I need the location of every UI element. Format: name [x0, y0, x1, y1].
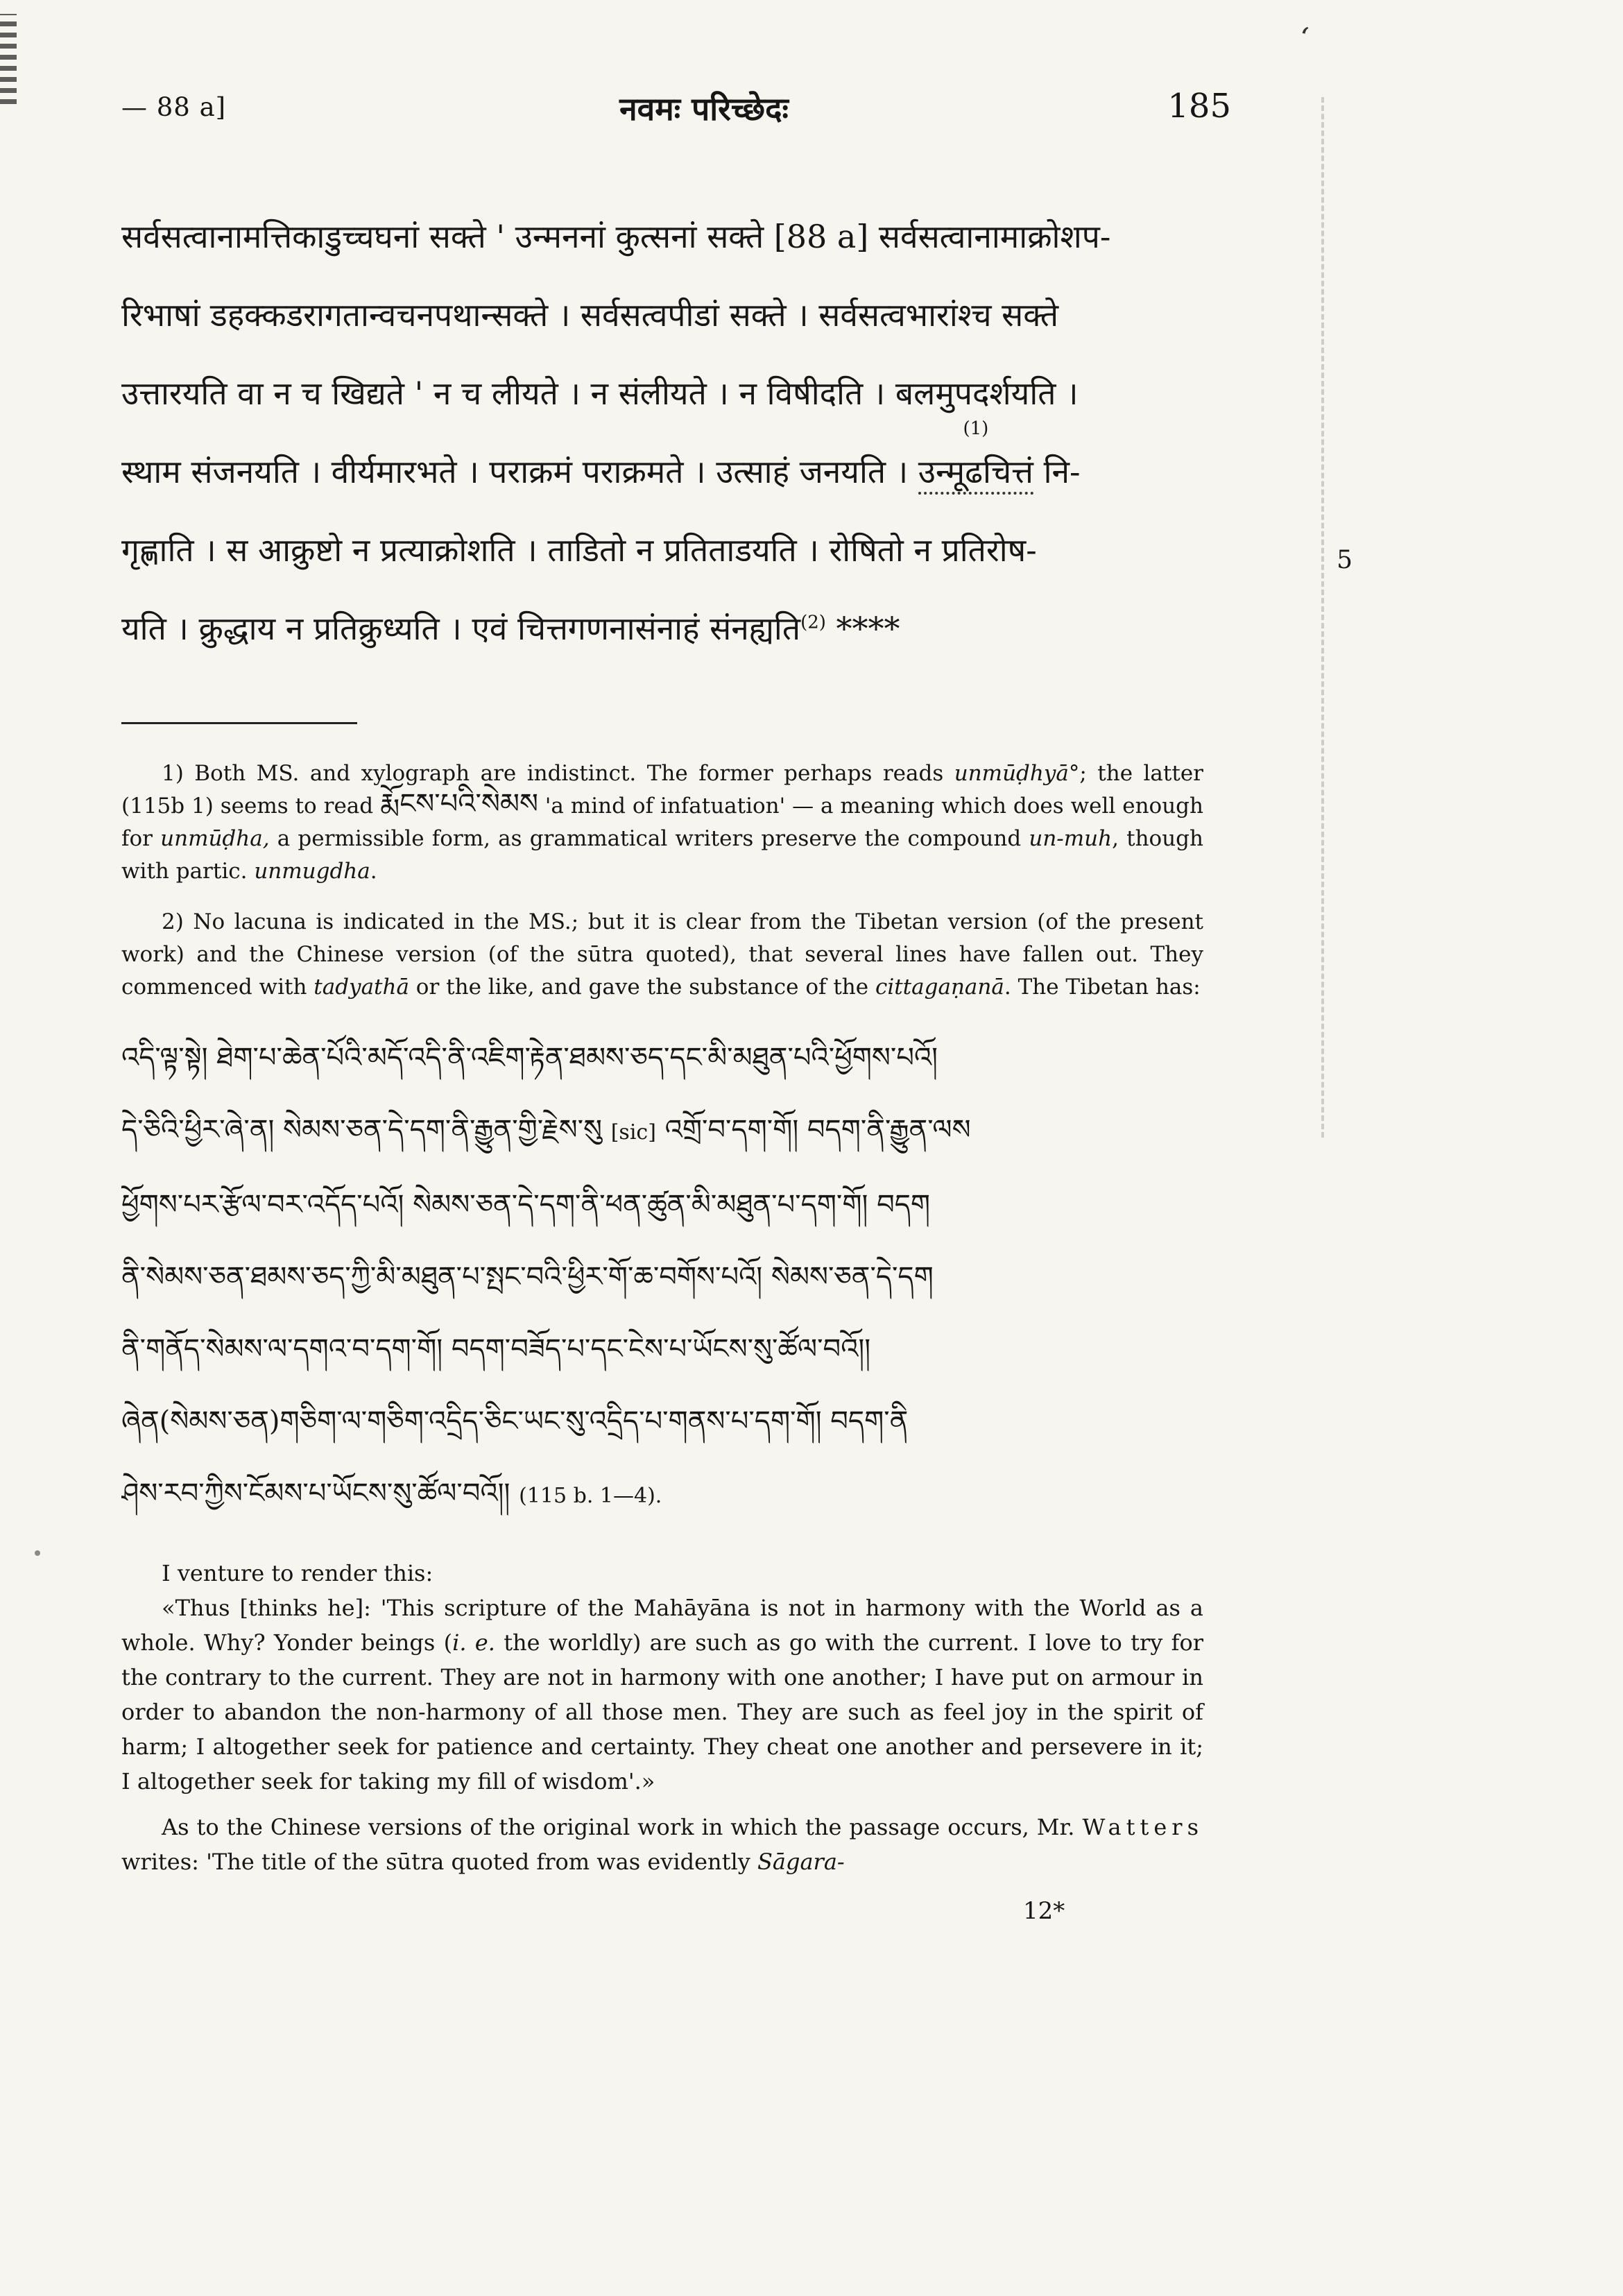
tibetan-line-3: ཕྱོགས་པར་རྩོལ་བར་འདོད་པའོ། སེམས་ཅན་དེ་དག་ནི་ཕན་ཚུན་མི་མཐུན་པ་དག་གོ། བདག [121, 1189, 931, 1221]
scan-artifact-topleft [0, 14, 17, 104]
tibetan-line-5: ནི་གནོད་སེམས་ལ་དགའ་བ་དག་གོ། བདག་བཟོད་པ་དང་ངེས་པ་ཡོངས་སུ་ཚོལ་བའོ།། [121, 1333, 871, 1365]
footnote-1-marker: (1) [963, 418, 989, 439]
sanskrit-line-4-post: नि- [1033, 453, 1081, 490]
page-header [121, 87, 1287, 135]
sanskrit-text-block [121, 198, 1352, 668]
scan-artifact-dot [35, 1550, 40, 1556]
sanskrit-line-6-post: **** [825, 610, 900, 647]
tibetan-line-4: ནི་སེམས་ཅན་ཐམས་ཅད་ཀྱི་མི་མཐུན་པ་སྤང་བའི་ཕྱིར་གོ་ཆ་བགོས་པའོ། སེམས་ཅན་དེ་དག [121, 1261, 934, 1293]
sanskrit-line-2: रिभाषां डहक्कडरागतान्वचनपथान्सक्ते । सर्वसत्वपीडां सक्ते । सर्वसत्वभारांश्च सक्ते [121, 296, 1059, 334]
sanskrit-line-3: उत्तारयति वा न च खिद्यते ' न च लीयते । न संलीयते । न विषीदति । बलमुपदर्शयति । [121, 375, 1079, 412]
tibetan-line-1: འདི་ལྟ་སྟེ། ཐེག་པ་ཆེན་པོའི་མདོ་འདི་ནི་འཇིག་རྟེན་ཐམས་ཅད་དང་མི་མཐུན་པའི་ཕྱོགས་པའོ། [121, 1042, 938, 1074]
scan-artifact-right-edge [1321, 97, 1324, 1138]
scan-artifact-mark: ʻ [1295, 20, 1312, 55]
footnote-separator-rule [121, 722, 357, 724]
footnote-2-marker: (2) [800, 612, 826, 633]
tibetan-line-2: དེ་ཅིའི་ཕྱིར་ཞེ་ན། སེམས་ཅན་དེ་དག་ནི་རྒྱུན་གྱི་རྗེས་སུ [sic] འགྲོ་བ་དག་གོ། བདག་ནི་རྒྱུན་ལས [121, 1114, 971, 1146]
margin-line-number: 5 [1337, 546, 1352, 574]
sanskrit-line-1: सर्वसत्वानामत्तिकाडुच्चघनां सक्ते ' उन्मननां कुत्सनां सक्ते [88 a] सर्वसत्वानामाक्रोशप- [121, 218, 1111, 255]
sanskrit-line-5 [121, 511, 1352, 590]
closing-paragraph: As to the Chinese versions of the original work in which the passage occurs, Mr. Watters writes: 'The title of the sūtra quoted from was evidently Sāgara- [121, 1814, 1203, 1875]
sanskrit-line-6-pre: यति । क्रुद्धाय न प्रतिक्रुध्यति । एवं चित्तगणनासंनाहं संनह्यति [121, 610, 801, 647]
footnote-2: 2) No lacuna is indicated in the MS.; but it is clear from the Tibetan version (of the present work) and the Chinese version (of the sūtra quoted), that several lines have fallen out. They commenced with tadyathā or the like, and gave the substance of the cittagaṇanā. The Tibetan has: [121, 909, 1203, 1000]
translation-body: «Thus [thinks he]: 'This scripture of the Mahāyāna is not in harmony with the World as a whole. Why? Yonder beings (i. e. the worldly) are such as go with the current. I love to try for the contrary to the current. They are not in harmony with one another; I have put on armour in order to abandon the non-harmony of all those men. They are such as feel joy in the spirit of harm; I altogether seek for patience and certainty. They cheat one another and persevere in it; I altogether seek for taking my fill of wisdom'.» [121, 1595, 1204, 1794]
emended-word [918, 418, 1033, 495]
tibetan-line-6: ཞེན(སེམས་ཅན)གཅིག་ལ་གཅིག་འདྲིད་ཅིང་ཡང་སུ་འདྲིད་པ་གནས་པ་དག་གོ། བདག་ནི [121, 1405, 909, 1437]
sanskrit-line-4 [121, 418, 1287, 511]
tibetan-line-7: ཤེས་རབ་ཀྱིས་ངོམས་པ་ཡོངས་སུ་ཚོལ་བའོ།། (115 b. 1—4). [121, 1477, 662, 1509]
tibetan-quotation-block [121, 1022, 1217, 1532]
signature-mark: 12* [1023, 1897, 1065, 1925]
sanskrit-line-6 [121, 590, 1287, 668]
folio-marker: — 88 a] [121, 92, 227, 122]
translation-intro: I venture to render this: [162, 1560, 433, 1586]
chapter-title: नवमः परिच्छेदः [619, 90, 789, 128]
page-number: 185 [1167, 87, 1231, 126]
footnote-1: 1) Both MS. and xylograph are indistinct. The former perhaps reads unmūḍhyā°; the latter (115b 1) seems to read རྨོངས་པའི་སེམས 'a mind of infatuation' — a meaning which does well enough for unmūḍha, a permissible form, as grammatical writers preserve the compound un-muh, though with partic. unmugdha. [121, 761, 1203, 884]
sanskrit-line-5-text: गृह्णाति । स आक्रुष्टो न प्रत्याक्रोशति । ताडितो न प्रतिताडयति । रोषितो न प्रतिरोष- [121, 531, 1037, 569]
sanskrit-line-4-pre: स्थाम संजनयति । वीर्यमारभते । पराक्रमं पराक्रमते । उत्साहं जनयति । [121, 453, 918, 490]
emended-word-text: उन्मूढचित्तं [918, 453, 1033, 490]
page-content [121, 87, 1352, 1925]
